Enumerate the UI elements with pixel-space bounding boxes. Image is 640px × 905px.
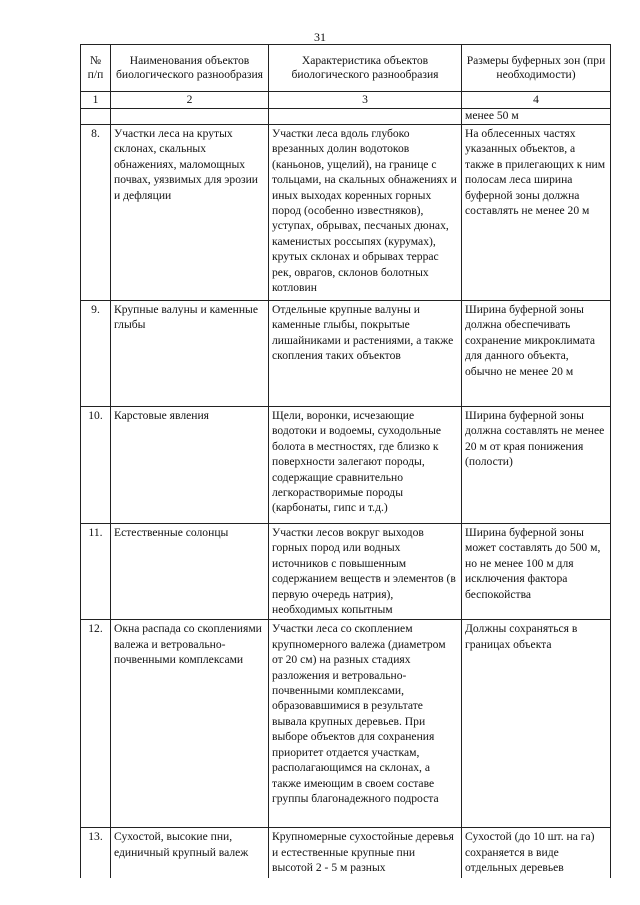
row-characteristic: Отдельные крупные валуны и каменные глыбы, покрытые лишайниками и растениями, а также скопления таких объектов xyxy=(269,301,462,407)
row-number: 12. xyxy=(81,620,111,828)
biodiversity-table xyxy=(80,44,611,878)
row-number: 9. xyxy=(81,301,111,407)
row-characteristic: Щели, воронки, исчезающие водотоки и водоемы, суходольные болота в местностях, где близко к поверхности залегают породы, содержащие сравнительно легкорастворимые породы (карбонаты, гипс и т.д.) xyxy=(269,407,462,524)
row-buffer: Должны сохраняться в границах объекта xyxy=(462,620,611,828)
page-number: 31 xyxy=(314,30,326,44)
column-number: 3 xyxy=(269,92,462,109)
header-characteristic: Характеристика объектов биологического разнообразия xyxy=(269,45,462,92)
row-number: 10. xyxy=(81,407,111,524)
table-row xyxy=(81,828,611,878)
row-name: Естественные солонцы xyxy=(111,524,269,620)
row-characteristic: Участки леса вдоль глубоко врезанных долин водотоков (каньонов, ущелий), на границе с тольцами, на скальных обнажениях и иных выходах коренных горных пород (особенно известняков), уступах, обрывах, песчаных дюнах, каменистых россыпях (курумах), крутых склонах и обрывах террас рек, оврагов, склонов болотных котловин xyxy=(269,125,462,301)
table-header-row xyxy=(81,45,611,92)
header-num: № п/п xyxy=(81,45,111,92)
row-buffer: Ширина буферной зоны может составлять до 500 м, но не менее 100 м для исключения фактора беспокойства xyxy=(462,524,611,620)
column-number: 1 xyxy=(81,92,111,109)
column-number-row xyxy=(81,92,611,109)
row-buffer: Ширина буферной зоны должна обеспечивать сохранение микроклимата для данного объекта, обычно не менее 20 м xyxy=(462,301,611,407)
row-buffer: Ширина буферной зоны должна составлять не менее 20 м от края понижения (полости) xyxy=(462,407,611,524)
table-row xyxy=(81,620,611,828)
row-buffer: Сухостой (до 10 шт. на га) сохраняется в виде отдельных деревьев xyxy=(462,828,611,878)
header-name: Наименования объектов биологического разнообразия xyxy=(111,45,269,92)
row-name: Крупные валуны и каменные глыбы xyxy=(111,301,269,407)
row-number: 11. xyxy=(81,524,111,620)
row-characteristic: Участки лесов вокруг выходов горных пород или водных источников с повышенным содержанием веществ и элементов (в первую очередь натрия), необходимых копытным xyxy=(269,524,462,620)
continuation-buffer: менее 50 м xyxy=(462,109,611,125)
continuation-row xyxy=(81,109,611,125)
row-characteristic: Крупномерные сухостойные деревья и естественные крупные пни высотой 2 - 5 м разных xyxy=(269,828,462,878)
column-number: 4 xyxy=(462,92,611,109)
table-row xyxy=(81,125,611,301)
row-name: Участки леса на крутых склонах, скальных обнажениях, маломощных почвах, уязвимых для эрозии и дефляции xyxy=(111,125,269,301)
row-characteristic: Участки леса со скоплением крупномерного валежа (диаметром от 20 см) на разных стадиях разложения и ветровально-почвенными комплексами, образовавшимися в результате вывала крупных деревьев. При выборе объектов для сохранения приоритет отдается участкам, располагающимся на склонах, а также имеющим в своем составе группы благонадежного подроста xyxy=(269,620,462,828)
row-name: Окна распада со скоплениями валежа и ветровально-почвенными комплексами xyxy=(111,620,269,828)
row-name: Сухостой, высокие пни, единичный крупный валеж xyxy=(111,828,269,878)
column-number: 2 xyxy=(111,92,269,109)
table-row xyxy=(81,407,611,524)
header-buffer: Размеры буферных зон (при необходимости) xyxy=(462,45,611,92)
row-number: 8. xyxy=(81,125,111,301)
table-row xyxy=(81,524,611,620)
row-buffer: На облесенных частях указанных объектов, а также в прилегающих к ним полосам леса ширина буферной зоны должна составлять не менее 20 м xyxy=(462,125,611,301)
row-name: Карстовые явления xyxy=(111,407,269,524)
table-row xyxy=(81,301,611,407)
row-number: 13. xyxy=(81,828,111,878)
